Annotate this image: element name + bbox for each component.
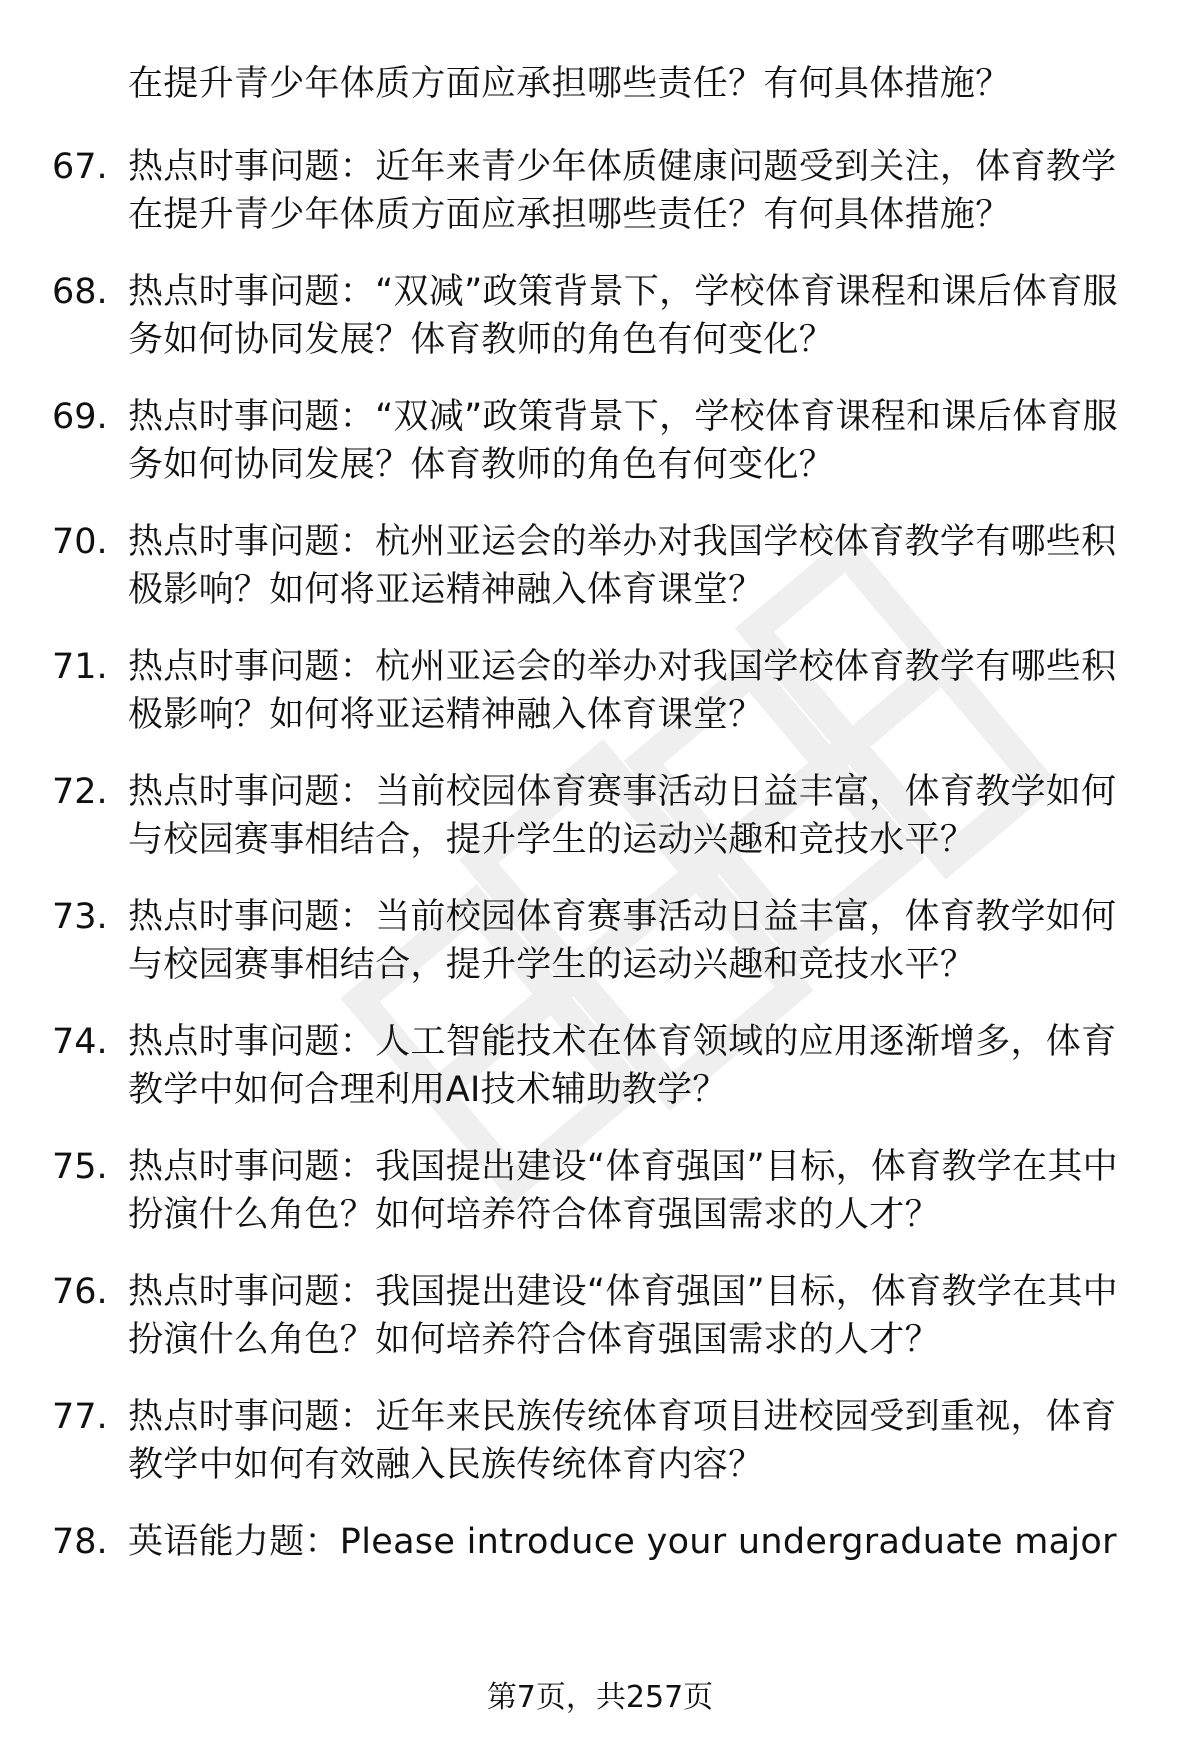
- question-number: 77.: [52, 1397, 108, 1437]
- list-item: [0, 1143, 1200, 1243]
- question-text: 热点时事问题：当前校园体育赛事活动日益丰富，体育教学如何与校园赛事相结合，提升学生的运动兴趣和竞技水平？: [128, 897, 1117, 985]
- list-item: [0, 1393, 1200, 1493]
- list-item: [0, 1518, 1200, 1618]
- question-list: [0, 143, 1200, 1643]
- question-number: 68.: [52, 272, 108, 312]
- list-item: [0, 143, 1200, 243]
- list-item: [0, 1018, 1200, 1118]
- question-text: 热点时事问题：杭州亚运会的举办对我国学校体育教学有哪些积极影响？如何将亚运精神融入体育课堂？: [128, 647, 1117, 735]
- question-number: 70.: [52, 522, 108, 562]
- question-text: 热点时事问题：我国提出建设“体育强国”目标，体育教学在其中扮演什么角色？如何培养符合体育强国需求的人才？: [128, 1147, 1118, 1235]
- list-item: [0, 1268, 1200, 1368]
- question-text: 热点时事问题：当前校园体育赛事活动日益丰富，体育教学如何与校园赛事相结合，提升学生的运动兴趣和竞技水平？: [128, 772, 1117, 860]
- question-number: 74.: [52, 1022, 108, 1062]
- list-item: [0, 768, 1200, 868]
- continuation-text: 在提升青少年体质方面应承担哪些责任？有何具体措施？: [128, 64, 1011, 104]
- page-footer: 第7页，共257页: [486, 1680, 714, 1715]
- list-item: [0, 643, 1200, 743]
- question-number: 75.: [52, 1147, 108, 1187]
- question-number: 76.: [52, 1272, 108, 1312]
- question-number: 71.: [52, 647, 108, 687]
- list-item: [0, 393, 1200, 493]
- question-text: 热点时事问题：杭州亚运会的举办对我国学校体育教学有哪些积极影响？如何将亚运精神融入体育课堂？: [128, 522, 1117, 610]
- question-text: 英语能力题：Please introduce your undergraduate major: [128, 1522, 1117, 1562]
- list-item: [0, 268, 1200, 368]
- question-number: 78.: [52, 1522, 108, 1562]
- question-text: 热点时事问题：近年来青少年体质健康问题受到关注，体育教学在提升青少年体质方面应承担哪些责任？有何具体措施？: [128, 147, 1117, 235]
- question-text: 热点时事问题：“双减”政策背景下，学校体育课程和课后体育服务如何协同发展？体育教师的角色有何变化？: [128, 397, 1118, 485]
- question-text: 热点时事问题：人工智能技术在体育领域的应用逐渐增多，体育教学中如何合理利用AI技术辅助教学？: [128, 1022, 1117, 1110]
- question-text: 热点时事问题：我国提出建设“体育强国”目标，体育教学在其中扮演什么角色？如何培养符合体育强国需求的人才？: [128, 1272, 1118, 1360]
- question-number: 72.: [52, 772, 108, 812]
- question-number: 73.: [52, 897, 108, 937]
- question-text: 热点时事问题：“双减”政策背景下，学校体育课程和课后体育服务如何协同发展？体育教师的角色有何变化？: [128, 272, 1118, 360]
- list-item: [0, 893, 1200, 993]
- question-number: 67.: [52, 147, 108, 187]
- question-text: 热点时事问题：近年来民族传统体育项目进校园受到重视，体育教学中如何有效融入民族传统体育内容？: [128, 1397, 1117, 1485]
- list-item: [0, 518, 1200, 618]
- question-number: 69.: [52, 397, 108, 437]
